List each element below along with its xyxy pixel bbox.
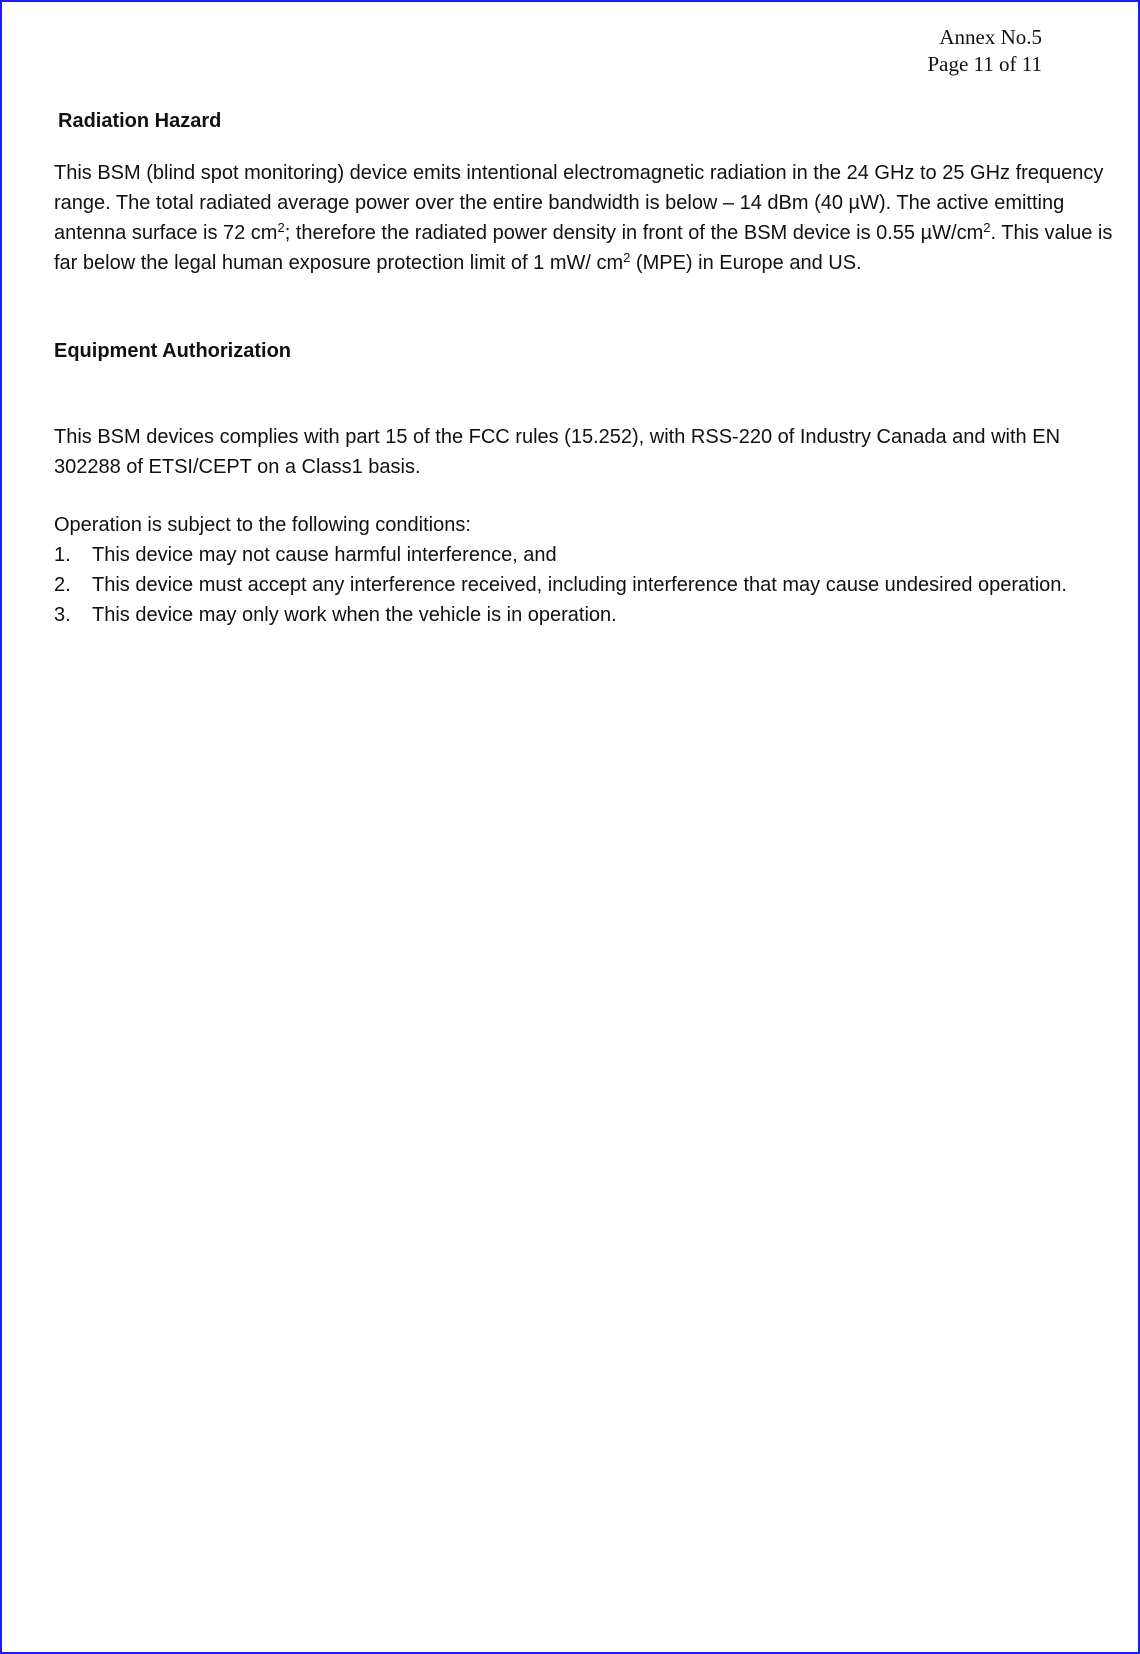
list-item-text: This device must accept any interference received, including interference that may cause undesired operation.	[92, 574, 1067, 596]
list-item-number: 2.	[54, 574, 71, 596]
list-item-text: This device may not cause harmful interference, and	[92, 544, 557, 566]
conditions-intro: Operation is subject to the following conditions:	[54, 514, 471, 536]
list-item	[54, 570, 1114, 600]
equipment-authorization-heading: Equipment Authorization	[54, 340, 292, 362]
list-item-number: 1.	[54, 544, 71, 566]
radiation-hazard-paragraph	[54, 158, 1114, 278]
page-number: Page 11 of 11	[927, 52, 1042, 76]
page-header	[927, 24, 1042, 78]
conditions-list	[54, 540, 1114, 630]
list-item	[54, 600, 1114, 630]
list-item-text: This device may only work when the vehicle is in operation.	[92, 604, 617, 626]
superscript-exponent: 2	[277, 220, 285, 235]
superscript-exponent: 2	[983, 220, 991, 235]
annex-label: Annex No.5	[939, 25, 1042, 49]
radiation-text-part-1: This BSM (blind spot monitoring) device emits intentional electromagnetic radiation in the 24 GHz to 25 GHz frequency range. The total radiated average power over the entire bandwidth is below – 14 dBm (40 µW). The active emitting antenna surface is 72 cm	[54, 162, 1104, 244]
list-item-number: 3.	[54, 604, 71, 626]
superscript-exponent: 2	[623, 250, 631, 265]
radiation-text-part-3: . This value is far below the legal human exposure protection limit of 1 mW/ cm	[54, 222, 1113, 274]
equipment-authorization-paragraph: This BSM devices complies with part 15 of the FCC rules (15.252), with RSS-220 of Industry Canada and with EN 302288 of ETSI/CEPT on a Class1 basis.	[54, 426, 1061, 478]
radiation-hazard-heading: Radiation Hazard	[58, 110, 222, 132]
radiation-text-part-4: (MPE) in Europe and US.	[630, 252, 862, 274]
document-body	[54, 106, 1114, 630]
radiation-text-part-2: ; therefore the radiated power density in front of the BSM device is 0.55 µW/cm	[284, 222, 984, 244]
list-item	[54, 540, 1114, 570]
